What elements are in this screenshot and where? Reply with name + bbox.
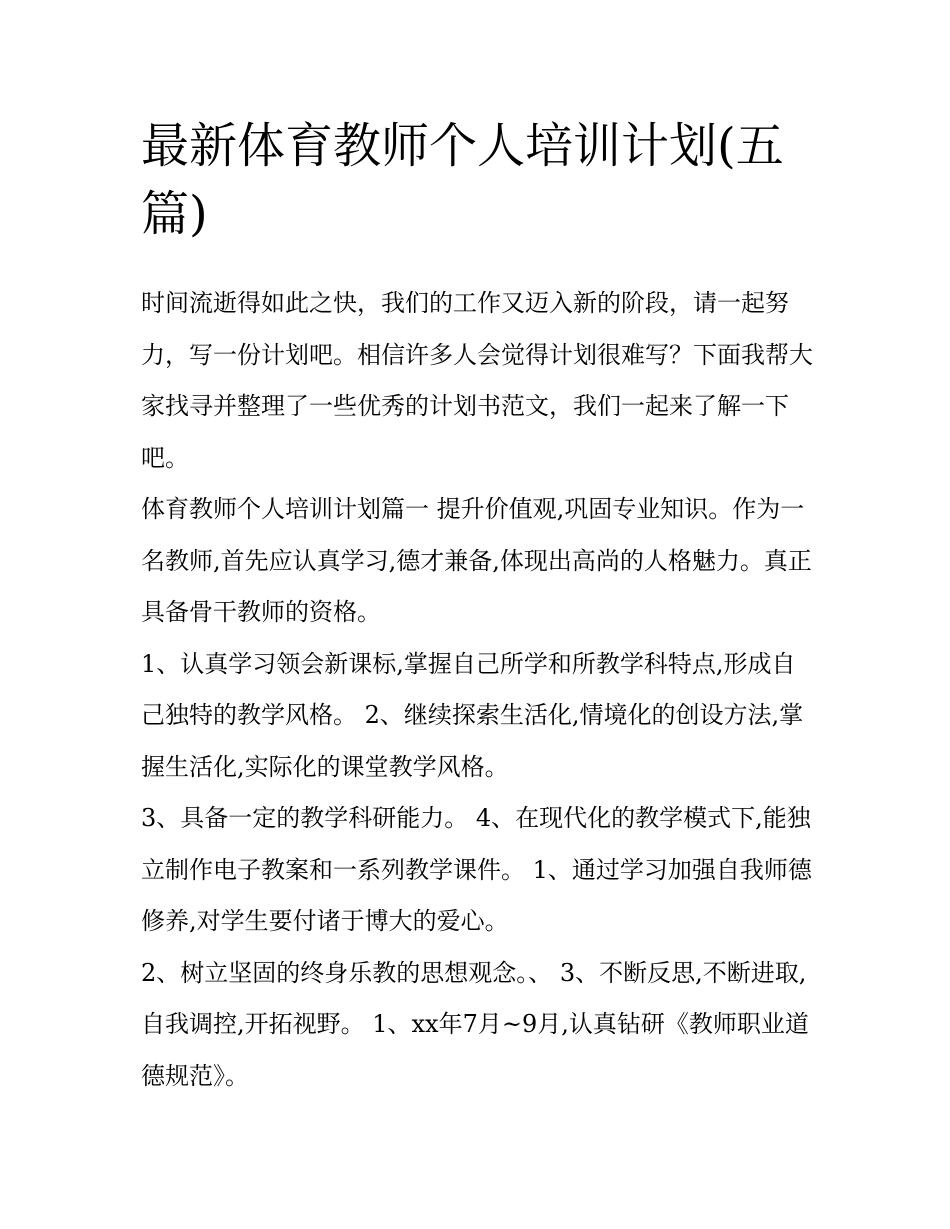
paragraph-items-2-3: 2、树立坚固的终身乐教的思想观念。、 3、不断反思,不断进取,自我调控,开拓视野。 1、xx年7月~9月,认真钻研《教师职业道德规范》。 <box>141 958 809 1090</box>
document-page <box>141 112 813 1102</box>
paragraph-section-one: 体育教师个人培训计划篇一 提升价值观,巩固专业知识。作为一名教师,首先应认真学习,德才兼备,体现出高尚的人格魅力。真正具备骨干教师的资格。 <box>141 495 812 626</box>
paragraph-intro: 时间流逝得如此之快，我们的工作又迈入新的阶段，请一起努力，写一份计划吧。相信许多人会觉得计划很难写？下面我帮大家找寻并整理了一些优秀的计划书范文，我们一起来了解一下吧。 <box>141 289 813 472</box>
paragraph-items-3-4: 3、具备一定的教学科研能力。 4、在现代化的教学模式下,能独立制作电子教案和一系列教学课件。 1、通过学习加强自我师德修养,对学生要付诸于博大的爱心。 <box>141 804 812 935</box>
paragraph-items-1-2: 1、认真学习领会新课标,掌握自己所学和所教学科特点,形成自己独特的教学风格。 2、继续探索生活化,情境化的创设方法,掌握生活化,实际化的课堂教学风格。 <box>141 649 804 781</box>
document-title: 最新体育教师个人培训计划(五篇) <box>141 118 784 242</box>
